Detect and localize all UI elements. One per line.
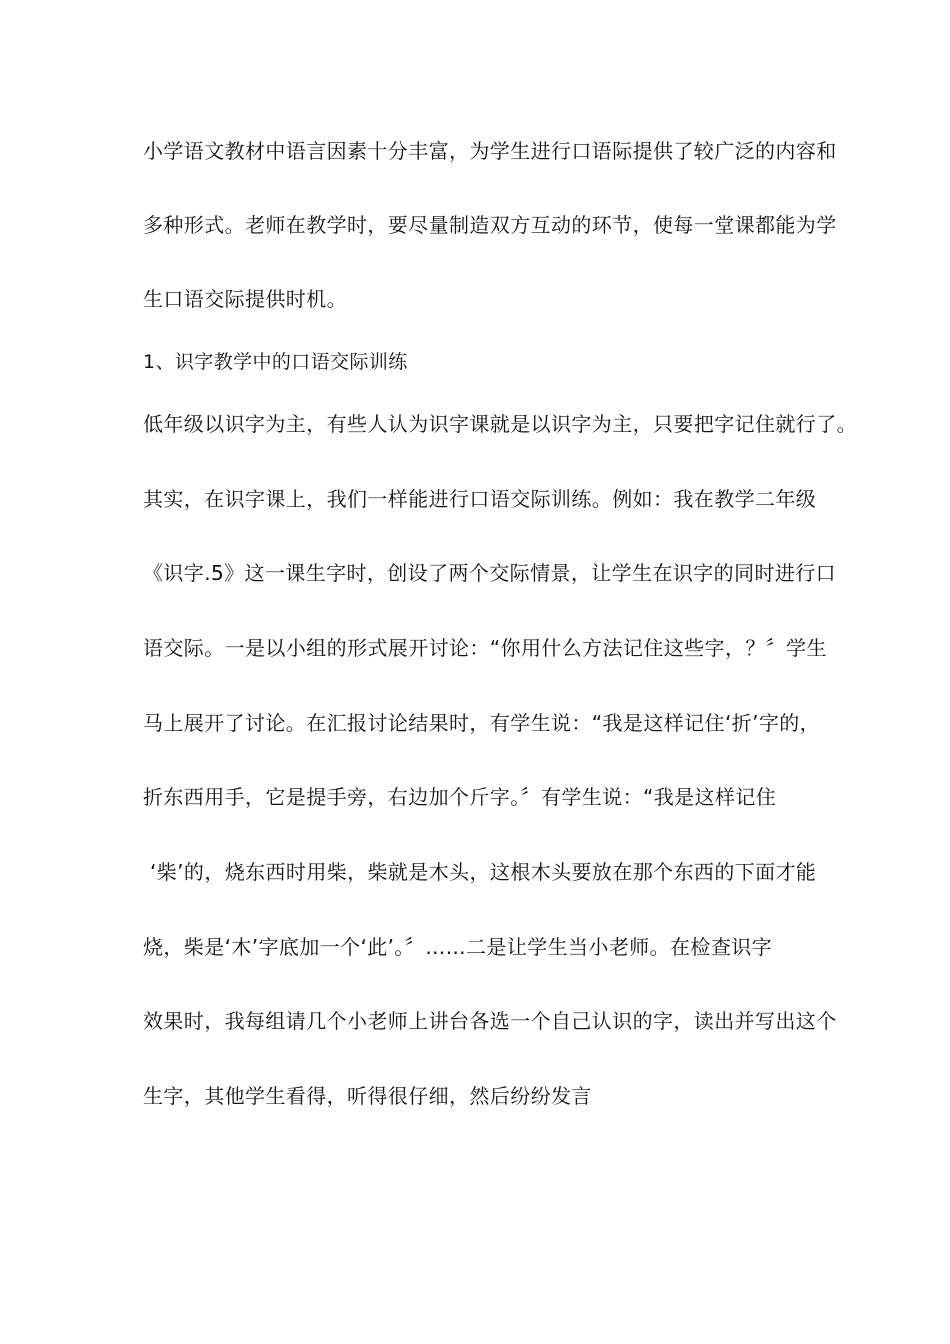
section-heading: 1、识字教学中的口语交际训练 [143, 351, 408, 373]
paragraph-line: 生口语交际提供时机。 [143, 287, 347, 311]
paragraph-line: 小学语文教材中语言因素十分丰富，为学生进行口语际提供了较广泛的内容和 [143, 139, 837, 163]
paragraph-line: 多种形式。老师在教学时，要尽量制造双方互动的环节，使每一堂课都能为学 [143, 213, 837, 237]
paragraph-line: 低年级以识字为主，有些人认为识字课就是以识字为主，只要把字记住就行了。 [143, 412, 857, 436]
paragraph-line: 折东西用手，它是提手旁，右边加个斤字。〞有学生说：“我是这样记住 [143, 785, 777, 809]
paragraph-line: 《识字.5》这一课生字时，创设了两个交际情景，让学生在识字的同时进行口 [143, 561, 837, 585]
paragraph-line: 语交际。一是以小组的形式展开讨论：“你用什么方法记住这些字，？〞学生 [143, 636, 827, 660]
paragraph-line: 烧，柴是‘木’字底加一个‘此’。〞……二是让学生当小老师。在检查识字 [143, 935, 773, 959]
paragraph-line: 生字，其他学生看得，听得很仔细，然后纷纷发言 [143, 1084, 592, 1108]
paragraph-line: 其实，在识字课上，我们一样能进行口语交际训练。例如：我在教学二年级 [143, 487, 817, 511]
paragraph-line: 马上展开了讨论。在汇报讨论结果时，有学生说：“我是这样记住‘折’字的， [143, 711, 821, 735]
paragraph-line: 效果时，我每组请几个小老师上讲台各选一个自己认识的字，读出并写出这个 [143, 1009, 837, 1033]
paragraph-line: ‘柴’的，烧东西时用柴，柴就是木头，这根木头要放在那个东西的下面才能 [150, 860, 817, 884]
